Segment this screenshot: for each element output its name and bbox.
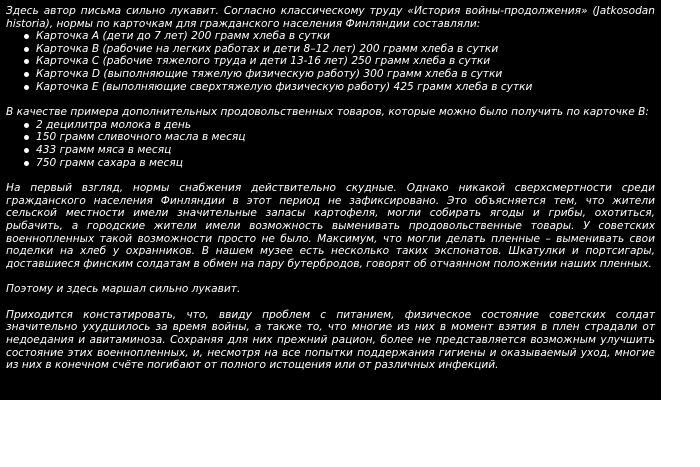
- list-item: 150 грамм сливочного масла в месяц: [36, 131, 655, 144]
- spacer: [6, 270, 655, 283]
- example-intro-paragraph: В качестве примера дополнительных продовольственных товаров, которые можно было получить по карточке B:: [6, 106, 649, 119]
- list-item: 2 децилитра молока в день: [36, 119, 655, 132]
- list-item: Карточка C (рабочие тяжелого труда и дети 13-16 лет) 250 грамм хлеба в сутки: [36, 55, 655, 68]
- list-item: 433 грамм мяса в месяц: [36, 144, 655, 157]
- list-item: Карточка A (дети до 7 лет) 200 грамм хлеба в сутки: [36, 30, 655, 43]
- extra-goods-list: [6, 119, 655, 169]
- spacer: [6, 93, 655, 106]
- list-item: Карточка E (выполняющие сверхтяжелую физическую работу) 425 грамм хлеба в сутки: [36, 81, 655, 94]
- body-paragraph-1: На первый взгляд, нормы снабжения действительно скудные. Однако никакой сверхсмертности среди гражданского населения Финляндии в этот период не зафиксировано. Это объясняется тем, что жители сельской местности имели значительные запасы картофеля, могли собирать ягоды и грибы, охотиться, рыбачить, а городские жители имели возможность выменивать продовольственные товары. У советских военнопленных такой возможности просто не было. Максимум, что могли делать пленные – выменивать свои поделки на хлеб у охранников. В нашем музее есть несколько таких экспонатов. Шкатулки и портсигары, доставшиеся финским солдатам в обмен на пару бутербродов, говорят об отчаянном положении наших пленных.: [6, 182, 655, 270]
- spacer: [6, 296, 655, 309]
- body-paragraph-3: Приходится констатировать, что, ввиду проблем с питанием, физическое состояние советских солдат значительно ухудшилось за время войны, а также то, что многие из них в момент взятия в плен страдали от недоедания и авитаминоза. Сохраняя для них прежний рацион, более не представляется возможным улучшить состояние этих военнопленных, и, несмотря на все попытки поддержания гигиены и оказываемый уход, многие из них в конечном счёте погибают от полного истощения или от различных инфекций.: [6, 308, 655, 372]
- intro-paragraph: Здесь автор письма сильно лукавит. Согласно классическому труду «История войны-продолжения» (Jatkosodan historia), нормы по карточкам для гражданского населения Финляндии составляли:: [6, 5, 655, 30]
- body-paragraph-2: Поэтому и здесь маршал сильно лукавит.: [6, 283, 241, 296]
- list-item: Карточка B (рабочие на легких работах и дети 8–12 лет) 200 грамм хлеба в сутки: [36, 43, 655, 56]
- spacer: [6, 169, 655, 182]
- ration-card-list: [6, 30, 655, 93]
- list-item: Карточка D (выполняющие тяжелую физическую работу) 300 грамм хлеба в сутки: [36, 68, 655, 81]
- list-item: 750 грамм сахара в месяц: [36, 157, 655, 170]
